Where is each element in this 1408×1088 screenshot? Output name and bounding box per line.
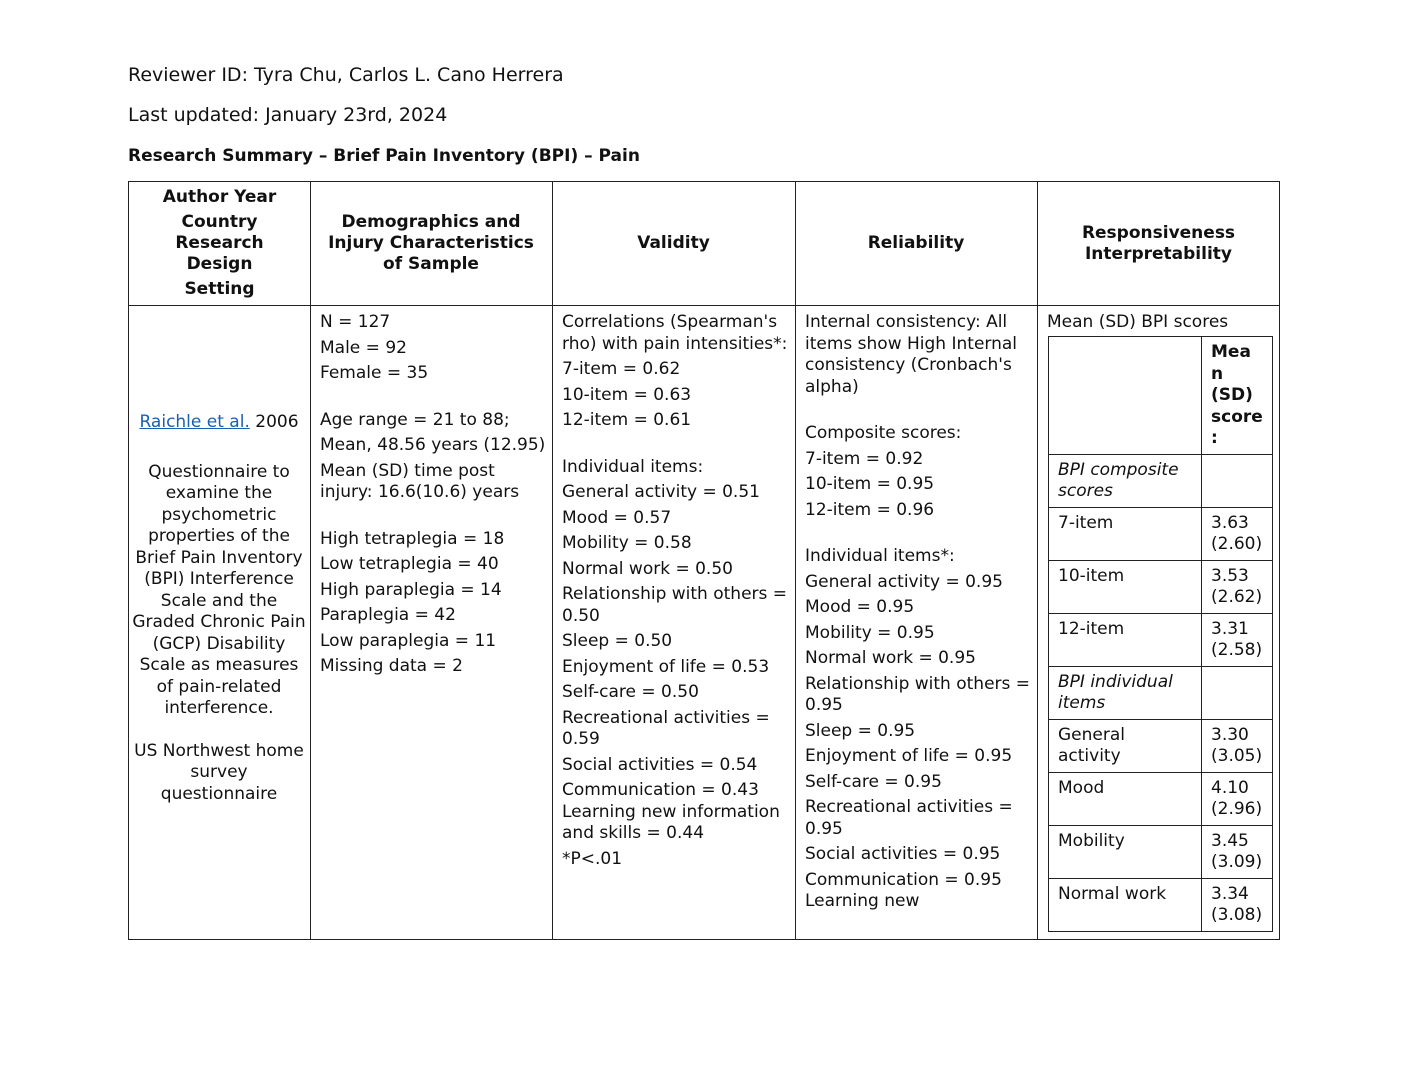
table-row: 7-item 3.63 (2.60) [1049,507,1273,560]
table-row: Mobility 3.45 (3.09) [1049,825,1273,878]
reliability-line: General activity = 0.95 [805,571,1003,592]
table-row: Mood 4.10 (2.96) [1049,772,1273,825]
validity-line: Social activities = 0.54 [562,754,758,775]
demographics-line: Mean (SD) time post injury: 16.6(10.6) years [320,460,520,502]
summary-table [128,181,1280,940]
reliability-composite-title: Composite scores: [805,423,962,443]
reliability-line: Sleep = 0.95 [805,720,916,741]
demographics-line: High tetraplegia = 18 [320,528,505,549]
reliability-line: 10-item = 0.95 [805,474,935,494]
last-updated: Last updated: January 23rd, 2024 [128,104,448,126]
demographics-line: Male = 92 [320,337,407,358]
table-row: Normal work 3.34 (3.08) [1049,878,1273,931]
demographics-line: Female = 35 [320,363,429,383]
validity-line: Recreational activities = 0.59 [562,707,770,749]
reviewer-id: Reviewer ID: Tyra Chu, Carlos L. Cano Herrera [128,64,564,86]
author-link[interactable]: Raichle et al. [139,412,250,432]
reliability-items-title: Individual items*: [805,546,955,566]
demographics-line: Mean, 48.56 years (12.95) [320,435,546,455]
header-demographics: Demographics and Injury Characteristics of Sample [328,212,534,274]
table-row: 12-item 3.31 (2.58) [1049,613,1273,666]
demographics-line: High paraplegia = 14 [320,579,502,600]
validity-cell [562,312,790,874]
responsiveness-title: Mean (SD) BPI scores [1047,312,1229,332]
reliability-intro: Internal consistency: All items show High Internal consistency (Cronbach's alpha) [805,312,1018,397]
composite-label: BPI composite scores [1049,454,1202,507]
reliability-line: Learning new [805,891,920,911]
validity-line: 12-item = 0.61 [562,410,692,430]
validity-line: Mobility = 0.58 [562,533,692,553]
study-cell [131,412,307,805]
study-design: Questionnaire to examine the psychometric properties of the Brief Pain Inventory (BPI) Interference Scale and the Graded Chronic Pain (GCP) Disability Scale as measures of pain-related interference. [132,461,306,718]
reliability-line: Relationship with others = 0.95 [805,673,1031,715]
empty-header-cell [1049,337,1202,455]
study-setting: US Northwest home survey questionnaire [134,740,304,804]
validity-line: 7-item = 0.62 [562,359,681,379]
page-title: Research Summary – Brief Pain Inventory (BPI) – Pain [128,146,640,166]
validity-note: *P<.01 [562,848,623,869]
validity-line: Relationship with others = 0.50 [562,584,788,626]
score-header: Mea n (SD) score : [1202,337,1273,455]
header-reliability: Reliability [867,233,965,253]
validity-line: Self-care = 0.50 [562,682,699,702]
demographics-line: N = 127 [320,312,391,332]
reliability-line: Recreational activities = 0.95 [805,797,1013,839]
validity-line: Normal work = 0.50 [562,558,733,579]
reliability-line: 7-item = 0.92 [805,448,924,469]
demographics-line: Low tetraplegia = 40 [320,554,499,574]
header-responsiveness: Responsiveness Interpretability [1081,222,1236,264]
table-row: General activity 3.30 (3.05) [1049,719,1273,772]
reliability-line: 12-item = 0.96 [805,499,935,520]
reliability-line: Mood = 0.95 [805,597,915,617]
responsiveness-cell [1047,312,1275,338]
individual-label: BPI individual items [1049,666,1202,719]
validity-line: Communication = 0.43 [562,780,759,800]
validity-items-title: Individual items: [562,456,704,477]
demographics-line: Low paraplegia = 11 [320,630,497,651]
validity-line: Sleep = 0.50 [562,631,673,651]
validity-intro: Correlations (Spearman's rho) with pain intensities*: [562,312,788,354]
reliability-line: Self-care = 0.95 [805,771,942,792]
reliability-line: Communication = 0.95 [805,869,1002,890]
reliability-cell [805,312,1033,917]
header-validity: Validity [637,233,710,253]
demographics-line: Paraplegia = 42 [320,605,456,625]
bpi-scores-table [1048,336,1273,932]
table-row: 10-item 3.53 (2.62) [1049,560,1273,613]
reliability-line: Enjoyment of life = 0.95 [805,746,1013,766]
reliability-line: Social activities = 0.95 [805,844,1001,864]
reliability-line: Normal work = 0.95 [805,648,976,668]
validity-line: General activity = 0.51 [562,482,760,502]
validity-line: Enjoyment of life = 0.53 [562,656,770,677]
header-author: Author Year Country Research Design Setting [162,187,277,299]
demographics-line: Missing data = 2 [320,656,463,676]
demographics-cell [320,312,550,682]
reliability-line: Mobility = 0.95 [805,622,935,643]
validity-line: Learning new information and skills = 0.44 [562,801,780,843]
demographics-line: Age range = 21 to 88; [320,409,510,430]
study-year: 2006 [249,412,299,432]
validity-line: Mood = 0.57 [562,507,672,528]
validity-line: 10-item = 0.63 [562,384,692,405]
